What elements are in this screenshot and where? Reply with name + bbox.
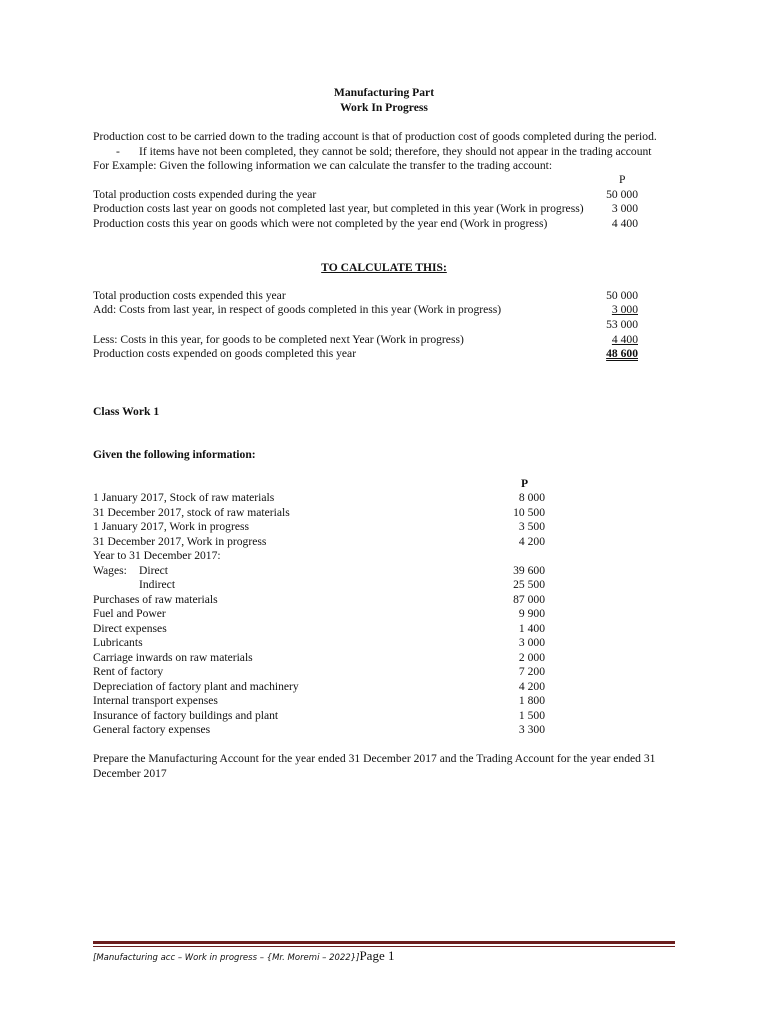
example-row-label: Total production costs expended during the year (93, 188, 317, 201)
classwork-row-label: 31 December 2017, stock of raw materials (93, 506, 290, 519)
footer-note: [Manufacturing acc – Work in progress – {Mr. Moremi – 2022}] (93, 953, 360, 963)
calc-row-amount: 3 000 (611, 303, 638, 316)
classwork-row-amount: 9 900 (518, 607, 545, 620)
classwork-row (93, 564, 545, 579)
classwork-row (93, 593, 545, 608)
classwork-row-label: 1 January 2017, Stock of raw materials (93, 491, 275, 504)
classwork-row-amount: 8 000 (518, 491, 545, 504)
classwork-row-label: Fuel and Power (93, 607, 166, 620)
calc-row (93, 333, 638, 348)
calc-total-row (93, 347, 638, 362)
example-row-label: Production costs this year on goods which were not completed by the year end (Work in progress) (93, 217, 548, 230)
example-row (93, 188, 638, 203)
classwork-row-amount: 25 500 (513, 578, 545, 591)
page-subtitle: Work In Progress (340, 101, 428, 114)
calc-subtotal-amount: 53 000 (606, 318, 638, 331)
classwork-instruction-line1: Prepare the Manufacturing Account for the year ended 31 December 2017 and the Trading Account for the year ended 31 (93, 752, 656, 765)
classwork-row-label: General factory expenses (93, 723, 211, 736)
classwork-row-amount: 1 800 (518, 694, 545, 707)
classwork-row (93, 694, 545, 709)
calc-total-amount: 48 600 (606, 347, 638, 360)
calc-row-label: Less: Costs in this year, for goods to be completed next Year (Work in progress) (93, 333, 464, 346)
calc-heading: TO CALCULATE THIS: (321, 261, 447, 274)
classwork-row-label: Carriage inwards on raw materials (93, 651, 253, 664)
classwork-row (93, 506, 545, 521)
classwork-instruction-line2: December 2017 (93, 767, 167, 780)
classwork-row-amount: 39 600 (513, 564, 545, 577)
classwork-row-label: Insurance of factory buildings and plant (93, 709, 279, 722)
classwork-row-label: Purchases of raw materials (93, 593, 218, 606)
calc-row (93, 289, 638, 304)
example-row-label: Production costs last year on goods not completed last year, but completed in this year (Work in progress) (93, 202, 584, 215)
classwork-row-label: Rent of factory (93, 665, 164, 678)
classwork-row (93, 491, 545, 506)
classwork-row (93, 607, 545, 622)
classwork-row-amount: 10 500 (513, 506, 545, 519)
classwork-row (93, 680, 545, 695)
classwork-row-sublabel: Indirect (139, 578, 176, 591)
classwork-row (93, 709, 545, 724)
classwork-heading: Class Work 1 (93, 405, 160, 418)
calc-subtotal-row (93, 318, 638, 333)
classwork-row-amount: 87 000 (513, 593, 545, 606)
classwork-row-amount: 4 200 (518, 680, 545, 693)
page-title: Manufacturing Part (333, 86, 435, 99)
classwork-row-label: Wages: (93, 564, 127, 577)
classwork-row-label: 1 January 2017, Work in progress (93, 520, 249, 533)
classwork-row (93, 622, 545, 637)
classwork-row-amount: 3 300 (518, 723, 545, 736)
classwork-row (93, 520, 545, 535)
classwork-row-sublabel: Direct (139, 564, 168, 577)
classwork-row-label: Depreciation of factory plant and machinery (93, 680, 299, 693)
example-row-amount: 4 400 (611, 217, 638, 230)
example-row (93, 202, 638, 217)
classwork-row (93, 723, 545, 738)
footer-rule-thin (93, 946, 675, 947)
calc-row-amount: 50 000 (606, 289, 638, 302)
footer (93, 949, 394, 966)
classwork-currency-header: P (521, 477, 529, 490)
classwork-row-label: 31 December 2017, Work in progress (93, 535, 267, 548)
classwork-row (93, 651, 545, 666)
footer-rule-thick (93, 941, 675, 944)
example-intro: For Example: Given the following information we can calculate the transfer to the trading account: (93, 159, 553, 172)
classwork-row-label: Internal transport expenses (93, 694, 218, 707)
classwork-row-amount: 3 000 (518, 636, 545, 649)
calc-row-label: Total production costs expended this year (93, 289, 286, 302)
page-number: Page 1 (359, 948, 395, 963)
bullet-text: If items have not been completed, they cannot be sold; therefore, they should not appear in the trading account (139, 145, 652, 158)
classwork-given: Given the following information: (93, 448, 256, 461)
classwork-row (93, 578, 545, 593)
classwork-row-amount: 2 000 (518, 651, 545, 664)
example-row-amount: 50 000 (606, 188, 638, 201)
calc-row-label: Add: Costs from last year, in respect of goods completed in this year (Work in progress) (93, 303, 502, 316)
classwork-row-amount: 3 500 (518, 520, 545, 533)
example-currency-header: P (619, 173, 626, 186)
classwork-row-amount: 7 200 (518, 665, 545, 678)
example-row-amount: 3 000 (611, 202, 638, 215)
calc-row (93, 303, 638, 318)
classwork-row (93, 665, 545, 680)
example-row (93, 217, 638, 232)
classwork-row (93, 549, 545, 564)
classwork-row-label: Direct expenses (93, 622, 167, 635)
classwork-row-amount: 1 500 (518, 709, 545, 722)
classwork-row-amount: 4 200 (518, 535, 545, 548)
calc-total-label: Production costs expended on goods completed this year (93, 347, 357, 360)
bullet-dash: - (116, 145, 120, 158)
classwork-row (93, 636, 545, 651)
intro-paragraph: Production cost to be carried down to the trading account is that of production cost of goods completed during the period. (93, 130, 657, 143)
classwork-row-label: Lubricants (93, 636, 143, 649)
classwork-row-amount: 1 400 (518, 622, 545, 635)
classwork-row-label: Year to 31 December 2017: (93, 549, 221, 562)
classwork-row (93, 535, 545, 550)
calc-row-amount: 4 400 (611, 333, 638, 346)
